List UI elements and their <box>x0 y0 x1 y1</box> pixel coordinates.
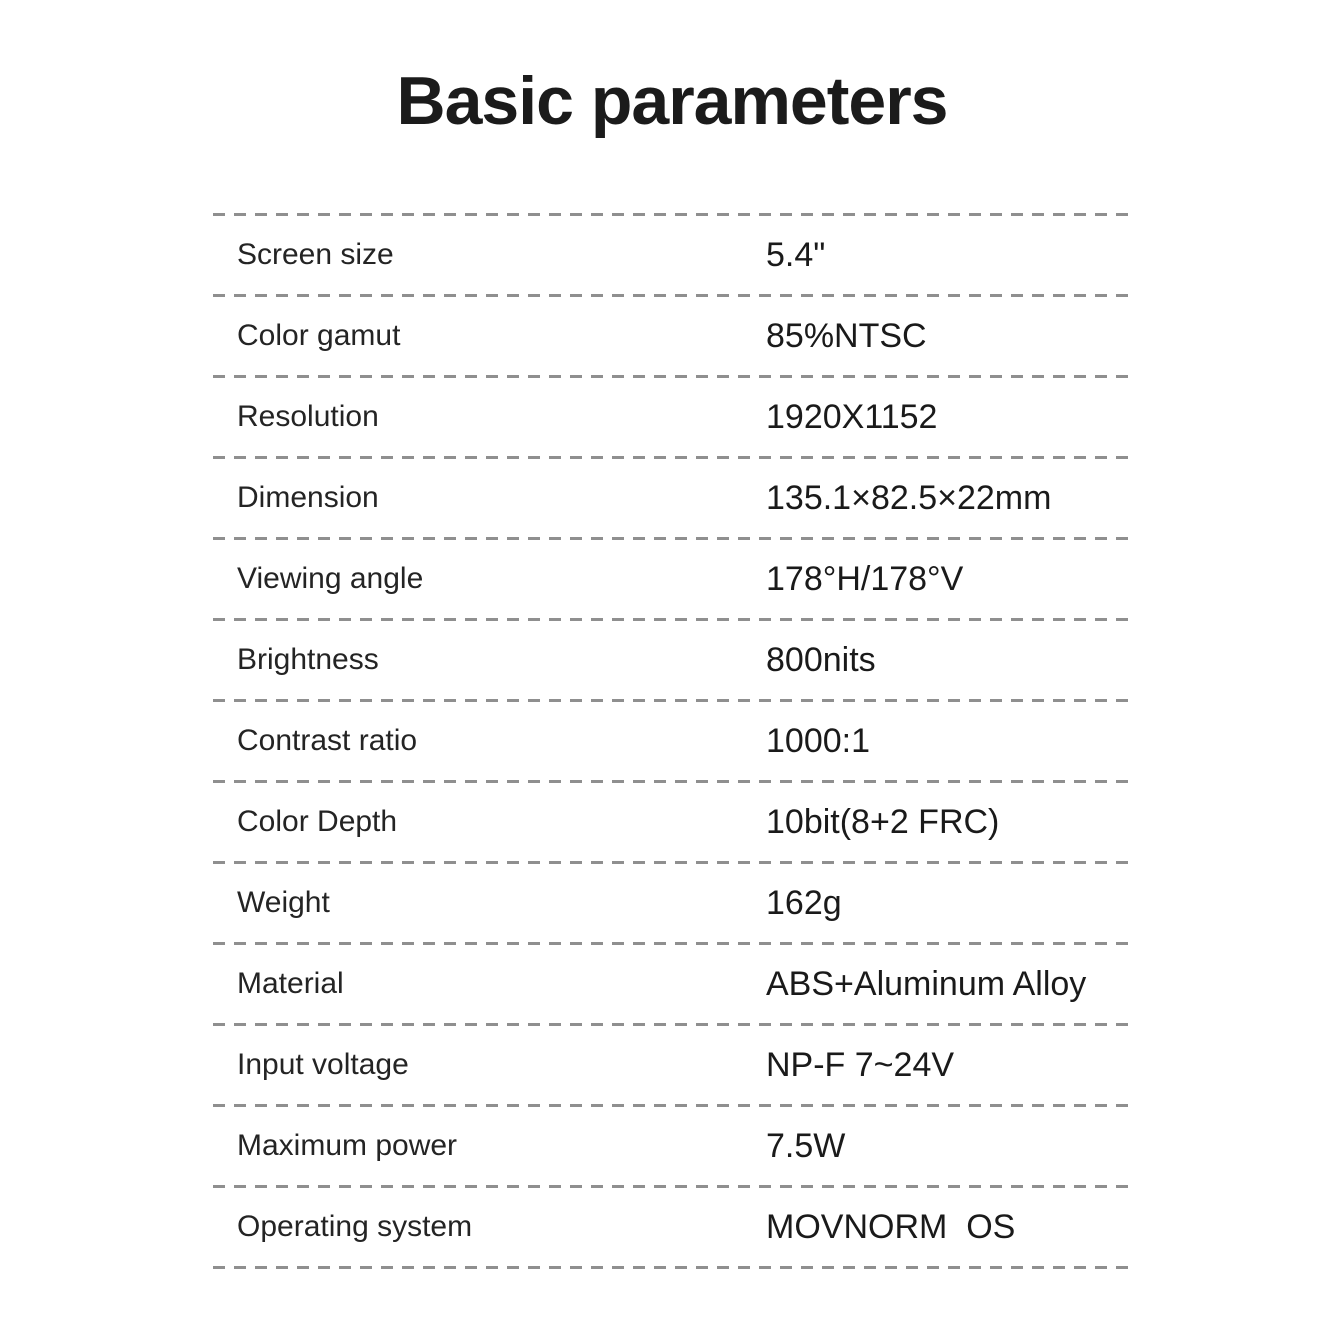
spec-label: Weight <box>237 886 330 919</box>
spec-value: 135.1×82.5×22mm <box>766 478 1052 517</box>
spec-table <box>213 213 1131 1269</box>
page-title: Basic parameters <box>396 63 948 139</box>
spec-label: Dimension <box>237 481 379 514</box>
spec-label: Viewing angle <box>237 562 424 595</box>
spec-label: Color gamut <box>237 319 401 352</box>
spec-value: 800nits <box>766 640 876 679</box>
spec-label: Input voltage <box>237 1048 409 1081</box>
spec-value: 162g <box>766 883 842 922</box>
spec-value: NP-F 7~24V <box>766 1045 955 1084</box>
spec-label: Material <box>237 967 344 1000</box>
spec-row <box>213 540 1131 618</box>
spec-row <box>213 297 1131 375</box>
spec-label: Operating system <box>237 1210 473 1243</box>
spec-row <box>213 378 1131 456</box>
spec-label: Brightness <box>237 643 379 676</box>
spec-row <box>213 702 1131 780</box>
spec-row <box>213 216 1131 294</box>
spec-value: 7.5W <box>766 1126 846 1165</box>
spec-value: MOVNORM OS <box>766 1207 1016 1246</box>
spec-label: Maximum power <box>237 1129 458 1162</box>
dashed-divider <box>213 1266 1131 1269</box>
spec-row <box>213 783 1131 861</box>
spec-row <box>213 1026 1131 1104</box>
spec-row <box>213 1188 1131 1266</box>
spec-label: Contrast ratio <box>237 724 418 757</box>
spec-value: 10bit(8+2 FRC) <box>766 802 1000 841</box>
spec-row <box>213 459 1131 537</box>
spec-row <box>213 621 1131 699</box>
spec-value: 1000:1 <box>766 721 870 760</box>
spec-row <box>213 1107 1131 1185</box>
spec-row <box>213 945 1131 1023</box>
spec-row <box>213 864 1131 942</box>
spec-value: ABS+Aluminum Alloy <box>766 964 1087 1003</box>
spec-value: 178°H/178°V <box>766 559 964 598</box>
spec-label: Screen size <box>237 238 394 271</box>
spec-label: Color Depth <box>237 805 398 838</box>
spec-value: 85%NTSC <box>766 316 927 355</box>
spec-value: 5.4" <box>766 235 826 274</box>
spec-value: 1920X1152 <box>766 397 938 436</box>
spec-label: Resolution <box>237 400 379 433</box>
